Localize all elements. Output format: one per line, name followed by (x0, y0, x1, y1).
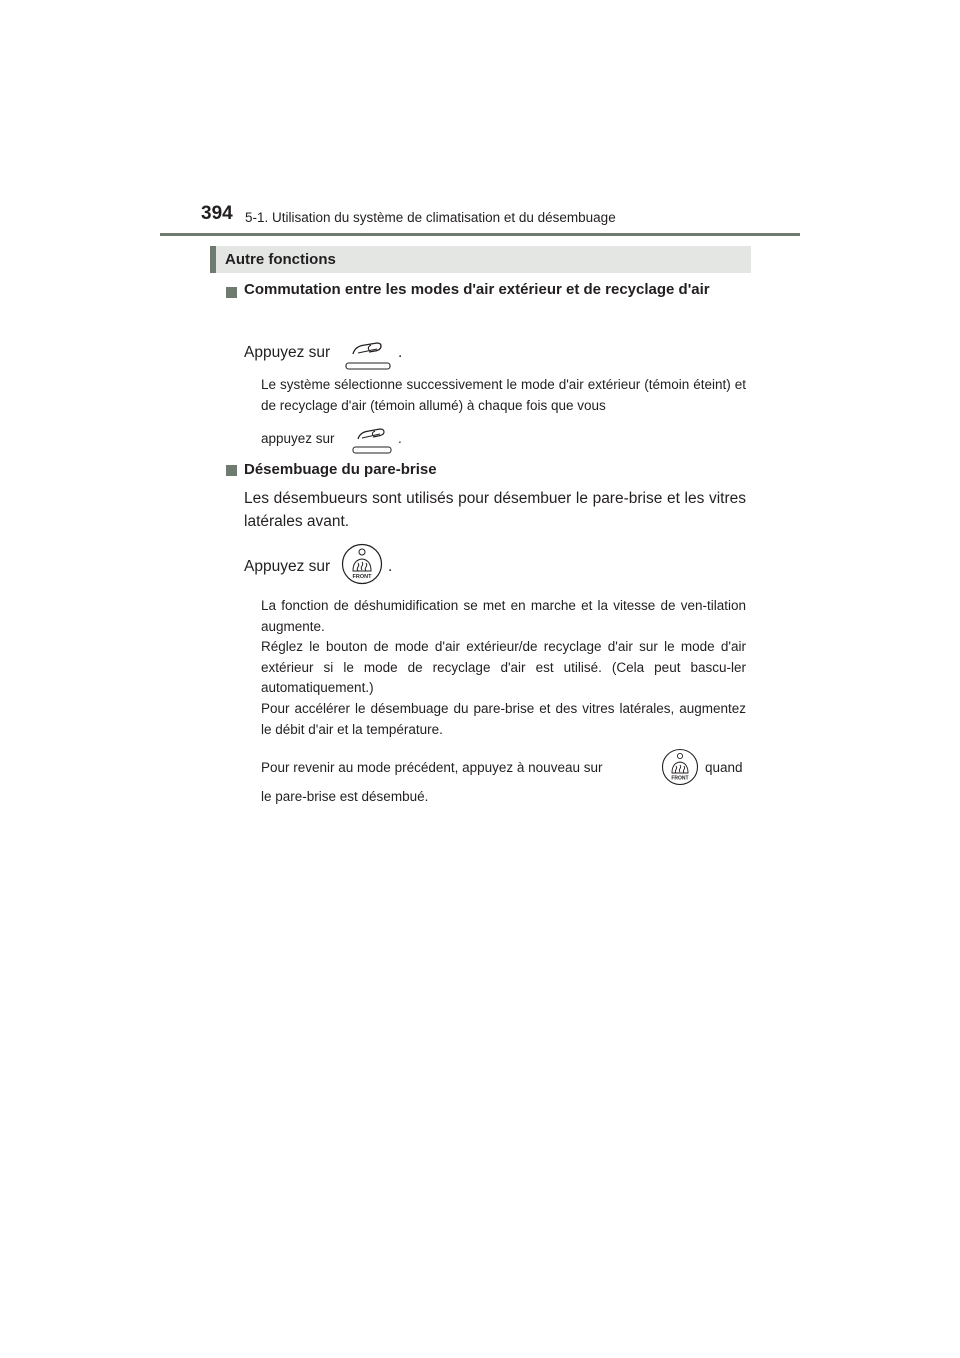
press-suffix: . (398, 344, 403, 361)
return-end: le pare-brise est désembué. (261, 789, 429, 804)
return-suffix: quand (705, 760, 743, 775)
subsection-heading-defog: Désembuage du pare-brise (244, 461, 437, 478)
bullet-square (226, 465, 237, 476)
front-label: FRONT (671, 775, 689, 782)
return-prefix: Pour revenir au mode précédent, appuyez à nouveau sur (261, 760, 603, 775)
note-press-suffix: . (398, 431, 402, 446)
air-recirculation-icon (350, 422, 394, 454)
chapter-title: 5-1. Utilisation du système de climatisation et du désembuage (245, 210, 616, 225)
defog-intro: Les désembueurs sont utilisés pour désembuer le pare-brise et les vitres latérales avant. (244, 490, 746, 530)
defog-note-1: La fonction de déshumidification se met en marche et la vitesse de ven-tilation augmente. (261, 598, 746, 634)
air-recirculation-icon (343, 336, 393, 370)
press-suffix: . (388, 558, 393, 575)
press-prefix: Appuyez sur (244, 344, 331, 361)
windshield-defogger-icon (661, 748, 699, 786)
section-header (210, 246, 751, 273)
defog-note-2: Réglez le bouton de mode d'air extérieur/de recyclage d'air sur le mode d'air extérieur si le mode de recyclage d'air est utilisé. (Cela peut bascu-ler automatiquement.) (261, 639, 746, 695)
page-number: 394 (201, 203, 233, 224)
front-label: FRONT (352, 574, 372, 580)
windshield-defogger-icon (341, 543, 383, 585)
subsection-heading-recirc: Commutation entre les modes d'air extérieur et de recyclage d'air (244, 281, 710, 298)
press-prefix: Appuyez sur (244, 558, 331, 575)
note-press-prefix: appuyez sur (261, 431, 335, 446)
section-accent (210, 246, 216, 273)
bullet-square (226, 287, 237, 298)
defog-note-3: Pour accélérer le désembuage du pare-brise et des vitres latérales, augmentez le débit d'air et la température. (261, 701, 746, 737)
header-divider (160, 233, 800, 236)
recirc-note: Le système sélectionne successivement le mode d'air extérieur (témoin éteint) et de recyclage d'air (témoin allumé) à chaque fois que vous (261, 377, 746, 413)
section-title: Autre fonctions (225, 251, 336, 268)
